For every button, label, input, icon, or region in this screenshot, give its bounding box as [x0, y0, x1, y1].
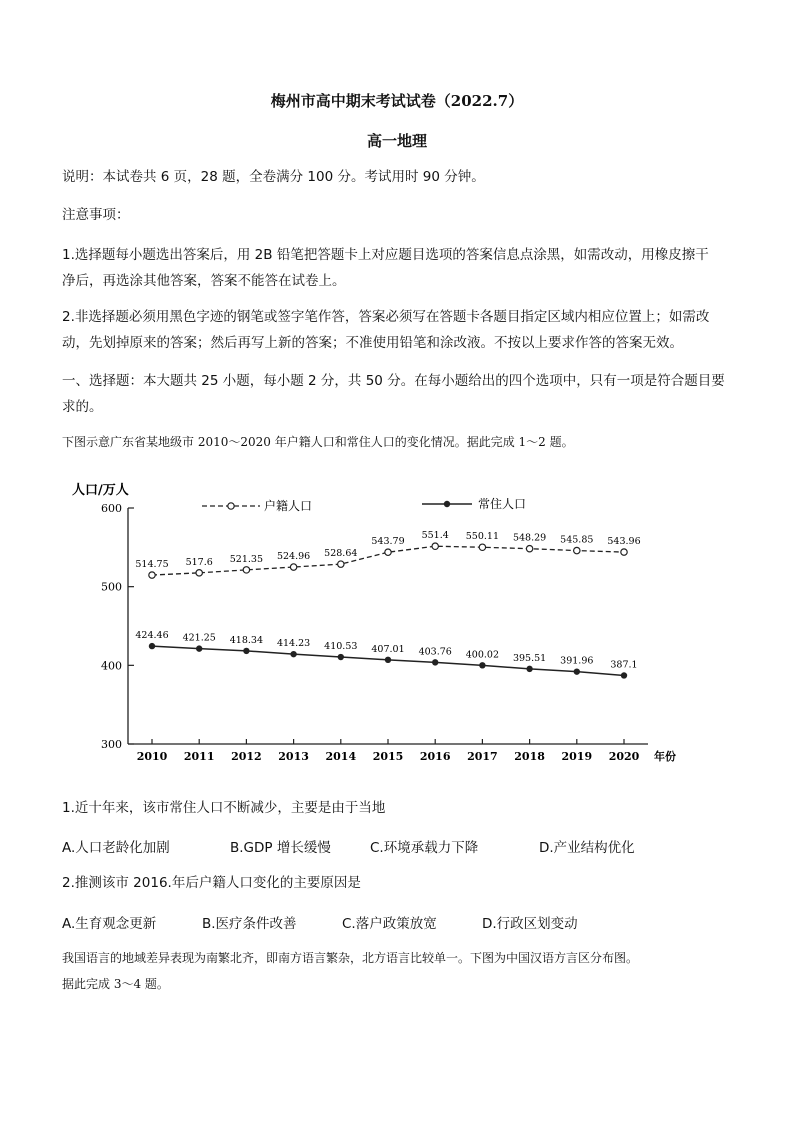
y-tick-label: 600	[101, 502, 122, 515]
point-huji	[149, 572, 155, 578]
section1-line-2: 求的。	[62, 399, 103, 415]
x-tick-label: 2015	[372, 750, 404, 763]
data-label-huji: 528.64	[324, 548, 358, 560]
data-label-huji: 545.85	[560, 534, 594, 546]
q1-options	[62, 836, 742, 860]
data-label-huji: 550.11	[465, 531, 500, 543]
q2-options	[62, 912, 742, 936]
section1-line-1: 一、选择题：本大题共 25 小题，每小题 2 分，共 50 分。在每小题给出的四个选项中，只有一项是符合题目要	[62, 373, 725, 389]
point-huji	[479, 544, 485, 550]
notice-item-2-line-2: 动，先划掉原来的答案；然后再写上新的答案；不准使用铅笔和涂改液。不按以上要求作答的答案无效。	[62, 335, 683, 351]
x-tick-label: 2013	[278, 750, 309, 763]
point-changzhu	[385, 657, 391, 663]
q1-option-d[interactable]: D.产业结构优化	[539, 840, 635, 856]
population-line-chart	[60, 470, 700, 770]
point-huji	[574, 547, 580, 553]
point-changzhu	[621, 672, 627, 678]
point-changzhu	[196, 645, 202, 651]
data-label-changzhu: 421.25	[182, 632, 216, 644]
legend-label-changzhu: 常住人口	[478, 497, 527, 511]
point-huji	[290, 564, 296, 570]
data-label-huji: 548.29	[512, 532, 547, 544]
q2-option-a[interactable]: A.生育观念更新	[62, 916, 157, 932]
q2-option-c[interactable]: C.落户政策放宽	[342, 916, 437, 932]
point-changzhu	[243, 648, 249, 654]
subject-title: 高一地理	[366, 132, 427, 150]
y-tick-label: 400	[101, 659, 122, 673]
q1-option-b[interactable]: B.GDP 增长缓慢	[230, 840, 331, 856]
legend-label-huji: 户籍人口	[264, 499, 313, 513]
data-label-changzhu: 391.96	[560, 655, 594, 667]
point-huji	[526, 545, 532, 551]
point-changzhu	[432, 659, 438, 665]
data-label-changzhu: 395.51	[512, 652, 547, 664]
data-label-huji: 543.79	[371, 536, 405, 548]
x-tick-label: 2020	[608, 750, 640, 763]
figure-intro: 下图示意广东省某地级市 2010～2020 年户籍人口和常住人口的变化情况。据此完成 1～2 题。	[62, 435, 574, 449]
point-changzhu	[338, 654, 344, 660]
exam-note: 说明：本试卷共 6 页，28 题，全卷满分 100 分。考试用时 90 分钟。	[62, 169, 485, 185]
data-label-changzhu: 424.46	[135, 630, 169, 642]
notice-item-1-line-2: 净后，再选涂其他答案，答案不能答在试卷上。	[62, 273, 346, 289]
x-tick-label: 2011	[183, 750, 215, 763]
point-changzhu	[290, 651, 296, 657]
legend-marker-changzhu	[444, 501, 450, 507]
data-label-changzhu: 410.53	[324, 641, 358, 653]
q2-option-b[interactable]: B.医疗条件改善	[202, 916, 297, 932]
data-label-huji: 521.35	[229, 553, 264, 565]
point-changzhu	[479, 662, 485, 668]
data-label-huji: 543.96	[607, 536, 641, 548]
q2-stem: 2.推测该市 2016.年后户籍人口变化的主要原因是	[62, 875, 361, 891]
q1-stem: 1.近十年来，该市常住人口不断减少，主要是由于当地	[62, 800, 386, 816]
point-changzhu	[149, 643, 155, 649]
x-tick-label: 2016	[419, 750, 451, 763]
q2-option-d[interactable]: D.行政区划变动	[482, 916, 578, 932]
x-axis-title: 年份	[654, 750, 676, 763]
notice-item-1-line-1: 1.选择题每小题选出答案后，用 2B 铅笔把答题卡上对应题目选项的答案信息点涂黑，如需改动，用橡皮擦干	[62, 247, 709, 263]
passage2-line-1: 我国语言的地域差异表现为南繁北齐，即南方语言繁杂，北方语言比较单一。下图为中国汉语方言区分布图。	[62, 951, 639, 965]
data-label-changzhu: 414.23	[276, 638, 311, 650]
q1-option-a[interactable]: A.人口老龄化加剧	[62, 840, 170, 856]
notice-item-2-line-1: 2.非选择题必须用黑色字迹的钢笔或签字笔作答，答案必须写在答题卡各题目指定区域内相应位置上；如需改	[62, 309, 710, 325]
notice-heading: 注意事项：	[62, 207, 130, 223]
y-tick-label: 500	[101, 580, 122, 594]
legend-marker-huji	[228, 503, 234, 509]
x-tick-label: 2014	[325, 750, 357, 763]
data-label-changzhu: 407.01	[371, 643, 405, 655]
exam-title: 梅州市高中期末考试试卷（2022.7）	[270, 92, 524, 110]
point-huji	[432, 543, 438, 549]
data-label-huji: 517.6	[185, 556, 213, 568]
x-tick-label: 2018	[514, 750, 545, 763]
y-axis-title: 人口/万人	[72, 483, 129, 498]
data-label-huji: 514.75	[135, 559, 169, 571]
point-changzhu	[574, 668, 580, 674]
x-tick-label: 2017	[467, 750, 498, 763]
point-huji	[196, 570, 202, 576]
point-changzhu	[526, 666, 532, 672]
x-tick-label: 2012	[231, 750, 262, 763]
data-label-huji: 524.96	[276, 551, 311, 563]
y-tick-label: 300	[101, 738, 122, 751]
point-huji	[243, 567, 249, 573]
data-label-changzhu: 418.34	[229, 634, 264, 646]
passage2-line-2: 据此完成 3～4 题。	[62, 977, 169, 991]
x-tick-label: 2019	[561, 750, 593, 763]
point-huji	[385, 549, 391, 555]
data-label-changzhu: 403.76	[418, 646, 452, 658]
data-label-changzhu: 400.02	[465, 649, 500, 661]
x-tick-label: 2010	[136, 750, 168, 763]
point-huji	[338, 561, 344, 567]
point-huji	[621, 549, 627, 555]
data-label-huji: 551.4	[421, 530, 449, 542]
data-label-changzhu: 387.1	[610, 659, 638, 671]
q1-option-c[interactable]: C.环境承载力下降	[370, 840, 479, 856]
